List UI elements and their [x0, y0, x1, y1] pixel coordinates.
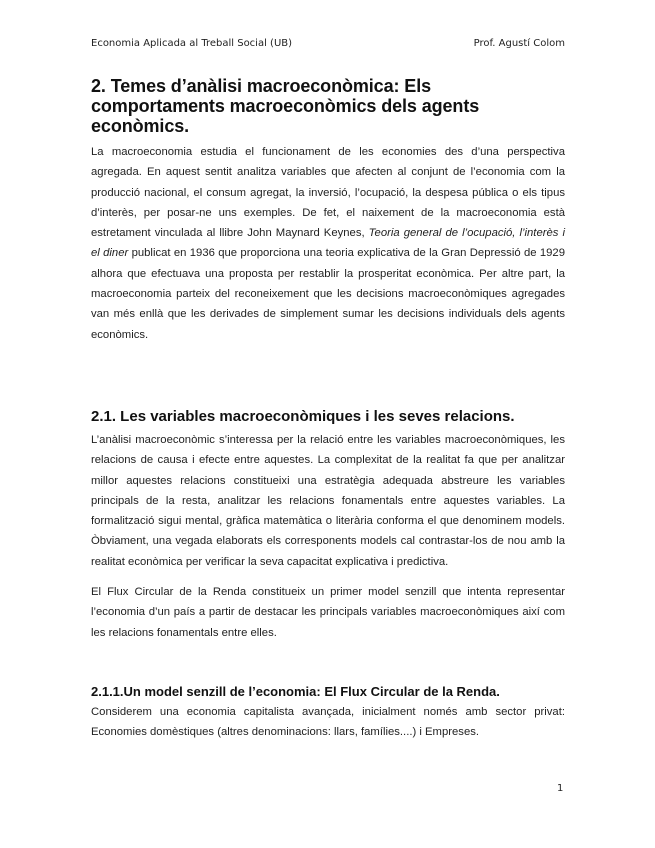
- section-2-paragraph-text-b: publicat en 1936 que proporciona una teoria explicativa de la Gran Depressió de 1929 alhora que efectuava una proposta per restablir la prosperitat econòmica. Per altre part, la macroeconomia parteix del reconeixement que les decisions macroeconòmiques agregades van més enllà que les derivades de simplement sumar les decisions individuals dels agents econòmics.: [91, 247, 565, 341]
- section-2-1-1-heading: 2.1.1.Un model senzill de l’economia: El Flux Circular de la Renda.: [91, 683, 500, 699]
- section-2-paragraph: [91, 142, 565, 345]
- book-title-italic: Teoria general de l’ocupació, l’interès i el diner: [91, 227, 565, 260]
- header-author: Prof. Agustí Colom: [473, 38, 565, 49]
- spacer: [91, 572, 565, 582]
- section-2-heading: 2. Temes d’anàlisi macroeconòmica: Els comportaments macroeconòmics dels agents econòmics.: [91, 76, 480, 136]
- header-course-title: Economia Aplicada al Treball Social (UB): [91, 38, 293, 49]
- page-number: 1: [557, 783, 564, 794]
- section-2-1-1-paragraph: Considerem una economia capitalista avançada, inicialment només amb sector privat: Economies domèstiques (altres denominacions: llars, famílies....) i Empreses.: [91, 705, 565, 739]
- section-2-1-paragraph-1: L’anàlisi macroeconòmic s’interessa per la relació entre les variables macroeconòmiques, les relacions de causa i efecte entre aquestes. La complexitat de la realitat fa que per analitzar millor aquestes relacions constitueixi una estratègia adequada abstreure les variables principals de la resta, analitzar les relacions fonamentals entre aquestes variables. La formalització sigui mental, gràfica matemàtica o literària conforma el que denominem models. Òbviament, una vegada elaborats els corresponents models cal contrastar-los de nou amb la realitat econòmica per verificar la seva capacitat explicativa i predictiva.: [91, 433, 565, 568]
- spacer: [91, 643, 565, 683]
- document-body: [91, 76, 565, 743]
- spacer: [91, 345, 565, 407]
- section-2-1-paragraph-2: El Flux Circular de la Renda constitueix un primer model senzill que intenta representar l’economia d’un país a partir de destacar les principals variables macroeconòmiques així com les relacions fonamentals entre elles.: [91, 586, 565, 639]
- section-2-paragraph-text-a: La macroeconomia estudia el funcionament de les economies des d’una perspectiva agregada. En aquest sentit analitza variables que afecten al conjunt de l’economia com la producció nacional, el consum agregat, la inversió, l’ocupació, la despesa pública o els tipus d’interès, per posar-ne uns exemples. De fet, el naixement de la macroeconomia està estretament vinculada al llibre John Maynard Keynes,: [91, 146, 565, 240]
- section-2-1-heading: 2.1. Les variables macroeconòmiques i les seves relacions.: [91, 407, 515, 425]
